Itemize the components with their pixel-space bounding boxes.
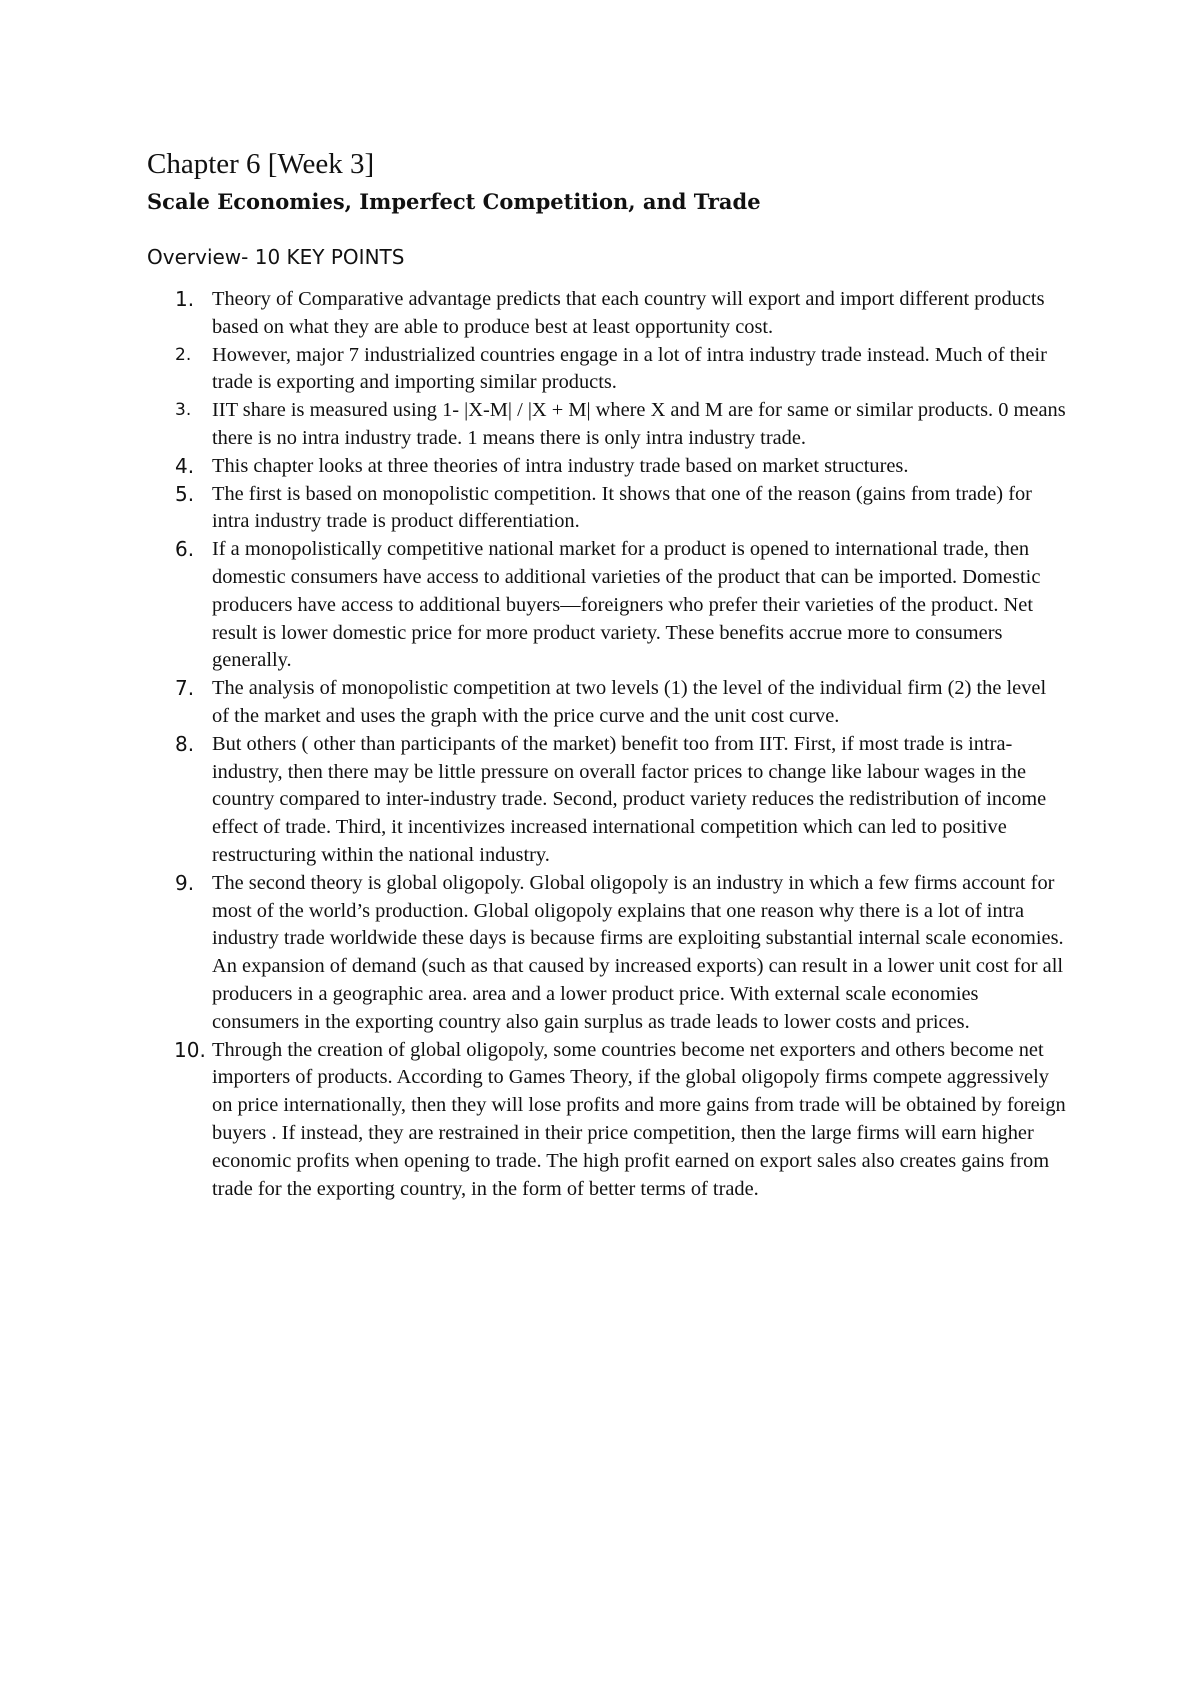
key-point-number: 7. xyxy=(175,676,195,701)
key-point-text: This chapter looks at three theories of intra industry trade based on market structures. xyxy=(212,454,909,477)
key-point-number: 1. xyxy=(175,287,195,311)
key-point-text: IIT share is measured using 1- |X-M| / |X + M| where X and M are for same or similar products. 0 means there is no intra industry trade. 1 means there is only intra industry trade. xyxy=(212,399,1066,449)
chapter-subtitle: Scale Economies, Imperfect Competition, and Trade xyxy=(147,189,761,214)
key-point-text: The second theory is global oligopoly. Global oligopoly is an industry in which a few firms account for most of the world’s production. Global oligopoly explains that one reason why there is a lot of intra industry trade worldwide these days is because firms are exploiting substantial internal scale economies. An expansion of demand (such as that caused by increased exports) can result in a lower unit cost for all producers in a geographic area. area and a lower product price. With external scale economies consumers in the exporting country also gain surplus as trade leads to lower costs and prices. xyxy=(212,871,1064,1033)
key-point-number: 5. xyxy=(175,481,195,506)
key-point-number: 3. xyxy=(175,400,192,421)
key-point-number: 10. xyxy=(174,1037,206,1062)
key-point-6 xyxy=(147,536,1067,675)
key-point-4 xyxy=(147,453,1067,481)
key-point-3 xyxy=(147,397,1067,453)
key-point-number: 6. xyxy=(175,537,195,562)
key-point-2 xyxy=(147,342,1067,398)
chapter-title: Chapter 6 [Week 3] xyxy=(147,148,375,180)
key-point-1 xyxy=(147,286,1067,342)
key-point-number: 9. xyxy=(175,870,195,895)
document-body xyxy=(147,146,1067,1203)
key-point-5 xyxy=(147,481,1067,537)
key-point-text: Theory of Comparative advantage predicts that each country will export and import different products based on what they are able to produce best at least opportunity cost. xyxy=(212,288,1045,338)
key-point-text: The analysis of monopolistic competition at two levels (1) the level of the individual firm (2) the level of the market and uses the graph with the price curve and the unit cost curve. xyxy=(212,677,1047,727)
key-point-number: 8. xyxy=(175,731,195,756)
key-point-9 xyxy=(147,870,1067,1037)
key-point-8 xyxy=(147,731,1067,870)
key-point-text: The first is based on monopolistic competition. It shows that one of the reason (gains from trade) for intra industry trade is product differentiation. xyxy=(212,482,1032,533)
key-point-7 xyxy=(147,675,1067,731)
key-point-text: But others ( other than participants of the market) benefit too from IIT. First, if most trade is intra-industry, then there may be little pressure on overall factor prices to change like labour wages in the country compared to inter-industry trade. Second, product variety reduces the redistribution of income effect of trade. Third, it incentivizes increased international competition which can led to positive restructuring within the national industry. xyxy=(212,732,1047,866)
key-point-number: 4. xyxy=(175,453,195,478)
key-point-text: If a monopolistically competitive national market for a product is opened to international trade, then domestic consumers have access to additional varieties of the product that can be imported. Domestic producers have access to additional buyers—foreigners who prefer their varieties of the product. Net result is lower domestic price for more product variety. These benefits accrue more to consumers generally. xyxy=(212,538,1041,672)
key-points-list xyxy=(147,286,1067,1203)
key-point-text: However, major 7 industrialized countries engage in a lot of intra industry trade instead. Much of their trade is exporting and importing similar products. xyxy=(212,343,1047,394)
key-point-10 xyxy=(147,1037,1067,1204)
overview-heading: Overview- 10 KEY POINTS xyxy=(147,245,405,269)
key-point-number: 2. xyxy=(175,344,192,365)
key-point-text: Through the creation of global oligopoly, some countries become net exporters and others become net importers of products. According to Games Theory, if the global oligopoly firms compete aggressively on price internationally, then they will lose profits and more gains from trade will be obtained by foreign buyers . If instead, they are restrained in their price competition, then the large firms will earn higher economic profits when opening to trade. The high profit earned on export sales also creates gains from trade for the exporting country, in the form of better terms of trade. xyxy=(212,1038,1066,1200)
